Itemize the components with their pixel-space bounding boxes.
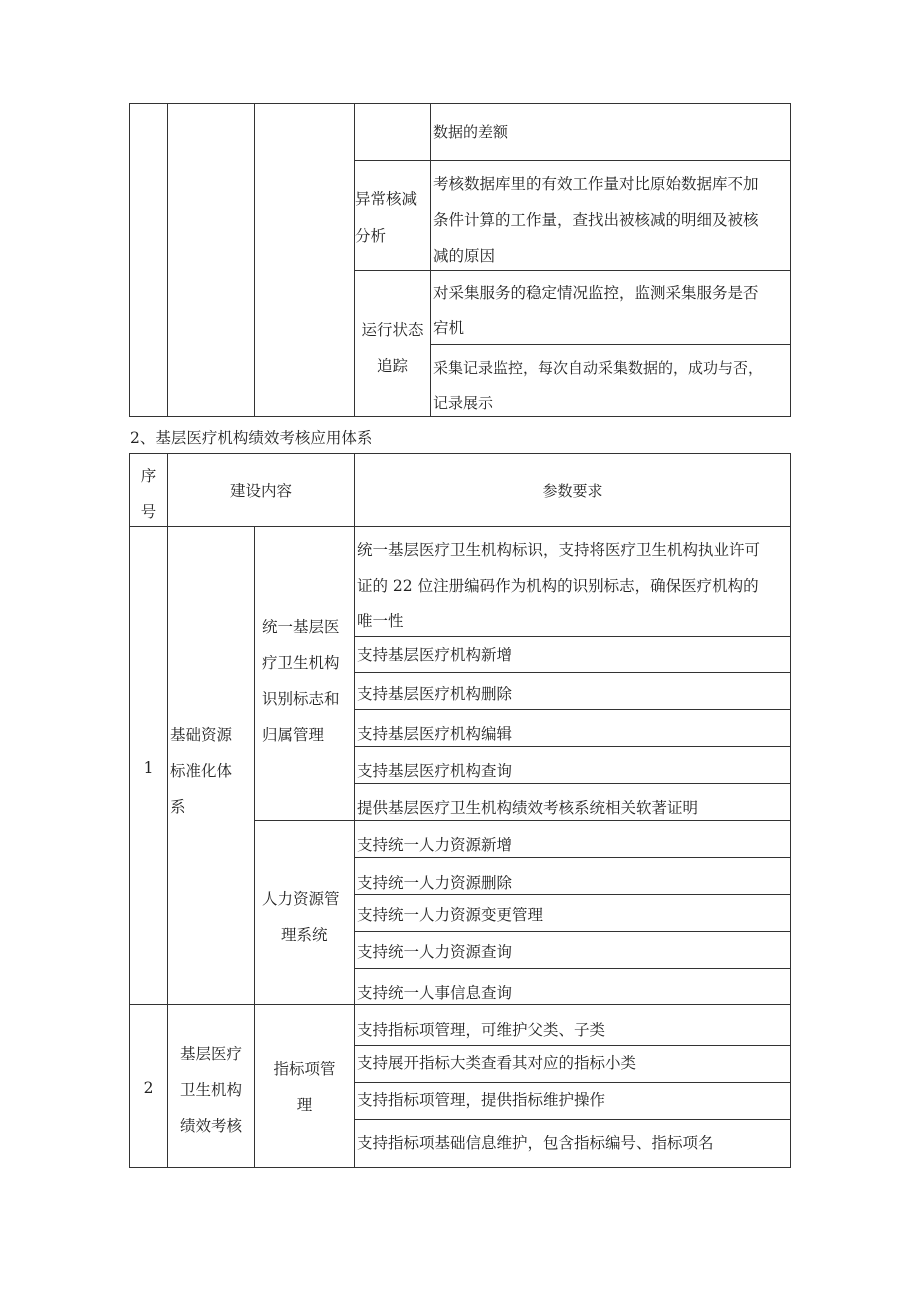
status-text: 记录展示	[433, 394, 494, 412]
param-text: 提供基层医疗卫生机构绩效考核系统相关软著证明	[357, 799, 699, 817]
category-label: 卫生机构	[179, 1081, 242, 1099]
border-line	[129, 453, 130, 1168]
anomaly-label: 分析	[355, 227, 387, 245]
row-number: 2	[143, 1079, 154, 1097]
header-seq: 号	[140, 503, 157, 521]
status-text: 采集记录监控，每次自动采集数据的，成功与否，	[433, 359, 764, 377]
param-text: 支持统一人事信息查询	[357, 984, 513, 1002]
header-params: 参数要求	[542, 482, 603, 500]
param-text: 支持指标项管理，提供指标维护操作	[357, 1091, 606, 1109]
param-text: 支持基层医疗机构查询	[357, 762, 513, 780]
border-line	[129, 103, 130, 417]
border-line	[430, 344, 791, 345]
status-label: 追踪	[376, 357, 408, 375]
param-text: 支持统一人力资源删除	[357, 874, 513, 892]
anomaly-label: 异常核减	[355, 190, 418, 208]
border-line	[354, 160, 791, 161]
sub-label: 归属管理	[262, 726, 325, 744]
param-text: 支持统一人力资源查询	[357, 943, 513, 961]
param-text: 证的 22 位注册编码作为机构的识别标志，确保医疗机构的	[357, 577, 759, 595]
anomaly-text: 条件计算的工作量，查找出被核减的明细及被核	[433, 211, 759, 229]
category-label: 基层医疗	[179, 1045, 242, 1063]
header-content: 建设内容	[229, 482, 292, 500]
param-text: 支持基层医疗机构删除	[357, 685, 513, 703]
cell-text: 数据的差额	[433, 123, 509, 141]
border-line	[129, 453, 791, 454]
sub-label: 人力资源管	[262, 890, 340, 908]
anomaly-text: 考核数据库里的有效工作量对比原始数据库不加	[433, 175, 759, 193]
border-line	[354, 270, 791, 271]
param-text: 唯一性	[357, 612, 404, 630]
param-text: 支持基层医疗机构编辑	[357, 725, 513, 743]
sub-label: 理	[296, 1096, 313, 1114]
border-line	[790, 103, 791, 417]
status-text: 对采集服务的稳定情况监控，监测采集服务是否	[433, 284, 759, 302]
param-text: 支持统一人力资源新增	[357, 836, 513, 854]
category-label: 绩效考核	[179, 1117, 242, 1135]
border-line	[129, 1167, 791, 1168]
sub-label: 理系统	[281, 926, 328, 944]
param-text: 支持指标项基础信息维护，包含指标编号、指标项名	[357, 1134, 714, 1152]
status-label: 运行状态	[361, 321, 424, 339]
param-text: 支持展开指标大类查看其对应的指标小类	[357, 1054, 637, 1072]
sub-label: 识别标志和	[262, 690, 340, 708]
sub-label: 疗卫生机构	[262, 654, 340, 672]
category-label: 系	[170, 798, 186, 816]
border-line	[790, 453, 791, 1168]
param-text: 统一基层医疗卫生机构标识，支持将医疗卫生机构执业许可	[357, 541, 761, 559]
param-text: 支持指标项管理，可维护父类、子类	[357, 1021, 606, 1039]
sub-label: 指标项管	[273, 1060, 336, 1078]
border-line	[354, 1119, 791, 1120]
row-number: 1	[143, 759, 154, 777]
category-label: 基础资源	[170, 726, 233, 744]
status-text: 宕机	[433, 319, 465, 337]
border-line	[354, 453, 355, 1168]
border-line	[129, 103, 791, 104]
anomaly-text: 减的原因	[433, 247, 496, 265]
border-line	[430, 103, 431, 417]
param-text: 支持统一人力资源变更管理	[357, 906, 544, 924]
param-text: 支持基层医疗机构新增	[357, 646, 513, 664]
header-seq: 序	[140, 467, 157, 485]
border-line	[167, 103, 168, 417]
border-line	[254, 103, 255, 417]
category-label: 标准化体	[170, 762, 233, 780]
section-title: 2、基层医疗机构绩效考核应用体系	[130, 429, 373, 447]
sub-label: 统一基层医	[262, 618, 340, 636]
border-line	[129, 526, 791, 527]
